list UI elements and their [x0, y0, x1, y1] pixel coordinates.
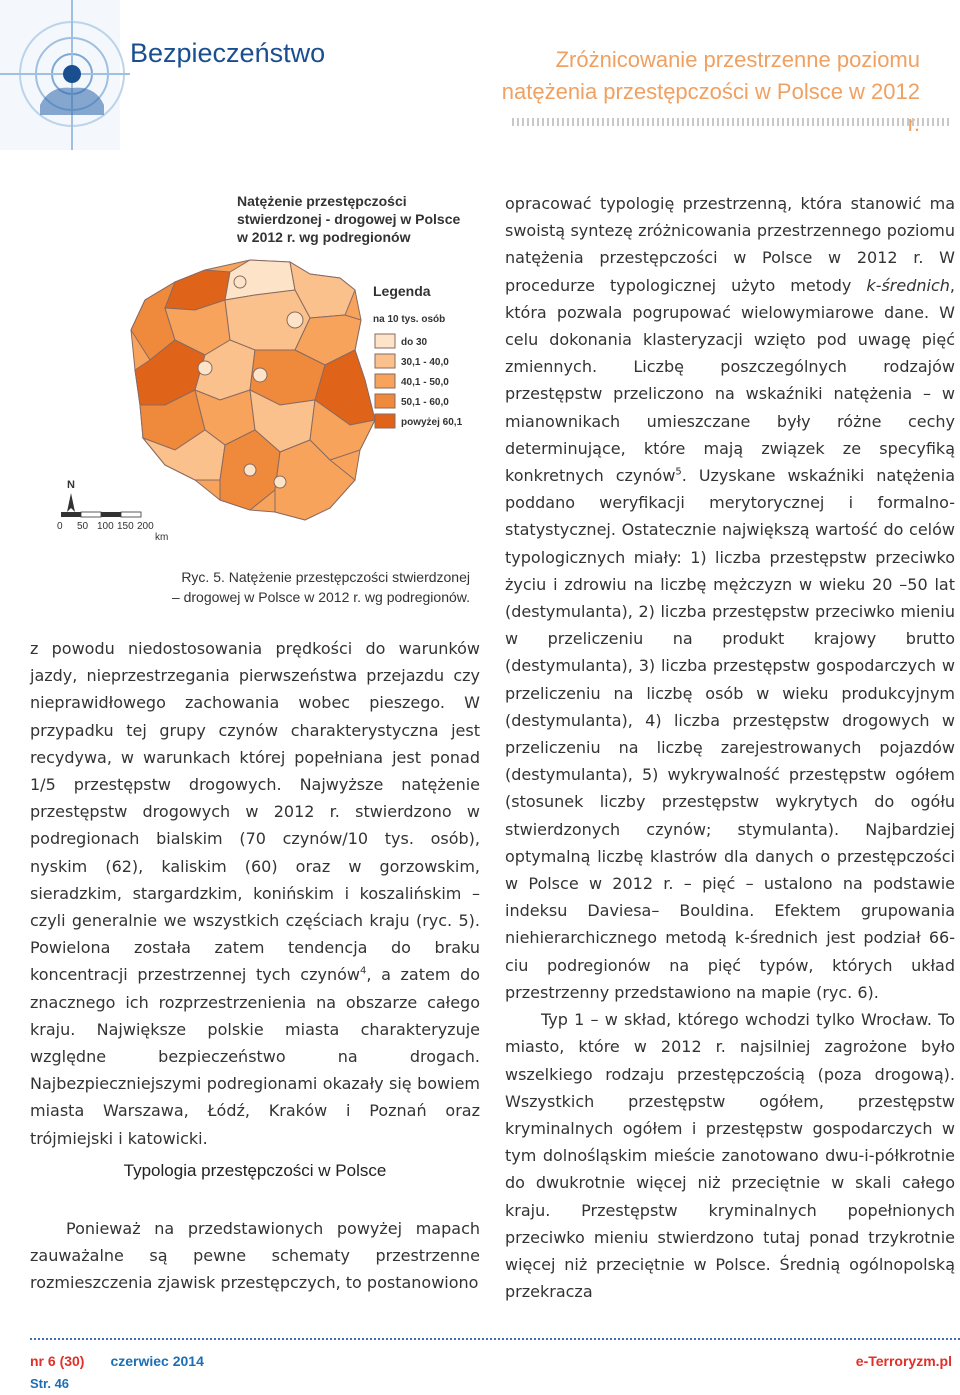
region-shape [244, 464, 256, 476]
article-header-line2: natężenia przestępczości w Polsce w 2012 [501, 79, 920, 104]
text-run: . Uzyskane wskaźniki natężenia poddano weryfikacji merytorycznej i formalno-statystycznej. Ostatecznie największą wartość do celów typologicznych miały: 1) liczba przestępstw przeciwko życiu i zdrowiu na liczbę mężczyzn w wieku 20 –50 lat (destymulanta), 2) liczba przestępstw przeciwko mieniu w przeliczeniu na produkt krajowy brutto (destymulanta), 3) liczba przestępstw gospodarczych w przeliczeniu na liczbę osób w wieku produkcyjnym (destymulanta), 4) liczba przestępstw drogowych w przeliczeniu na liczbę zarejestrowanych pojazdów (destymulanta), 5) wykrywalność przestępstw ogółem (stosunek liczby przestępstw wykrytych do ogółu stwierdzonych czynów; stymulanta). Najbardziej optymalną liczbę klastrów dla danych o przestępczości w Polsce w 2012 r. – pięć – ustalono na podstawie indeksu Daviesa– Bouldina. Efektem grupowania niehierarchicznego metodą k-średnich jest podział 66-ciu podregionów na pięć typów, których układ przestrzenny przedstawiono na mapie (ryc. 6). [505, 466, 955, 1002]
legend-swatch [375, 394, 395, 408]
footnote-ref: 5 [675, 466, 682, 478]
caption-line1: Ryc. 5. Natężenie przestępczości stwierdzonej [181, 569, 470, 585]
left-paragraph-2: Ponieważ na przedstawionych powyżej mapach zauważalne są pewne schematy przestrzenne rozmieszczenia zjawisk przestępczych, to postanowiono [30, 1219, 480, 1293]
scale-tick-label: 200 [137, 521, 154, 532]
legend-label: powyżej 60,1 [401, 417, 463, 428]
region-shape [253, 368, 267, 382]
crosshair-logo-icon [0, 0, 130, 150]
legend-swatch [375, 374, 395, 388]
legend-label: 40,1 - 50,0 [401, 377, 449, 388]
header-logo-area [0, 0, 400, 150]
legend-label: do 30 [401, 337, 428, 348]
map-title-line3: w 2012 r. wg podregionów [237, 229, 411, 245]
section-subheading: Typologia przestępczości w Polsce [123, 1161, 387, 1180]
north-label: N [67, 479, 75, 491]
scale-unit: km [155, 532, 169, 543]
map-title-line2: stwierdzonej - drogowej w Polsce [237, 211, 461, 227]
text-run: , a zatem do znacznego ich rozprzestrzenienia na obszarze całego kraju. Największe polskie miasta charakteryzuje względne bezpieczeństwo na drogach. Najbezpieczniejszymi podregionami okazały się bowiem miasta Warszawa, Łódź, Kraków i Poznań oraz trójmiejski i katowicki. [30, 965, 480, 1148]
legend-label: 50,1 - 60,0 [401, 397, 449, 408]
north-arrow-icon [67, 479, 75, 512]
footer-site-link[interactable]: e-Terroryzm.pl [855, 1353, 952, 1369]
map-legend [373, 283, 463, 428]
issue-number: nr 6 (30) [30, 1353, 85, 1369]
text-run: z powodu niedostosowania prędkości do warunków jazdy, nieprzestrzegania pierwszeństwa przejazdu czy nieprawidłowego zachowania wobec pieszego. W przypadku tej grupy czynów charakterystyczna jest recydywa, w warunkach której popełniana jest ponad 1/5 przestępstw drogowych. Najwyższe natężenie przestępstw drogowych w 2012 r. stwierdzono w podregionach bialskim (70 czynów/10 tys. osób), nyskim (62), kaliskim (60) oraz w gorzowskim, sieradzkim, stargardzkim, konińskim i koszalińskim – czyli generalnie we wszystkich częściach kraju (ryc. 5). Powielona została zatem tendencja do braku koncentracji przestrzennej tych czynów [30, 639, 480, 985]
text-run: opracować typologię przestrzenną, która stanowić ma swoistą syntezę zróżnicowania przestrzennego poziomu natężenia przestępczości w Polsce w 2012 r. W procedurze typologicznej użyto metody [505, 194, 955, 295]
footer-divider [30, 1338, 960, 1340]
left-column [30, 635, 480, 1152]
legend-label: 30,1 - 40,0 [401, 357, 449, 368]
region-shape [274, 476, 286, 488]
scale-tick-label: 0 [57, 521, 63, 532]
article-header-line1: Zróżnicowanie przestrzenne poziomu [555, 47, 920, 72]
map-title-line1: Natężenie przestępczości [237, 193, 407, 209]
region-shape [287, 312, 303, 328]
choropleth-map [55, 190, 475, 550]
footer-issue [30, 1353, 204, 1369]
right-paragraph-1 [505, 190, 955, 1006]
scale-tick-label: 150 [117, 521, 134, 532]
section-title: Bezpieczeństwo [130, 38, 326, 68]
left-column-lower [30, 1215, 480, 1297]
poland-map-regions [131, 260, 375, 520]
scale-tick-label: 100 [97, 521, 114, 532]
legend-title: Legenda [373, 283, 431, 299]
legend-swatch [375, 334, 395, 348]
page-number: Str. 46 [30, 1376, 70, 1391]
legend-unit: na 10 tys. osób [373, 314, 446, 325]
footnote-ref: 4 [359, 966, 367, 978]
scale-bar [57, 512, 168, 543]
scale-tick-label: 50 [77, 521, 89, 532]
left-paragraph-1 [30, 635, 480, 1152]
issue-date: czerwiec 2014 [110, 1353, 204, 1369]
region-shape [198, 361, 212, 375]
legend-swatch [375, 414, 395, 428]
region-shape [234, 276, 246, 288]
italic-term: k-średnich [866, 275, 950, 295]
figure-caption [30, 567, 470, 607]
caption-line2: – drogowej w Polsce w 2012 r. wg podregionów. [171, 589, 470, 605]
right-column [505, 190, 955, 1305]
legend-swatch [375, 354, 395, 368]
right-paragraph-2: Typ 1 – w skład, którego wchodzi tylko Wrocław. To miasto, które w 2012 r. najsilniej zagrożone było wszelkiego rodzaju przestępczością (poza drogową). Wszystkich przestępstw ogółem, przestępstw kryminalnych ogółem i przestępstw gospodarczych w tym dolnośląskim mieście zanotowano dwu-i-półkrotnie do dwukrotnie więcej niż przeciętnie w skali całego kraju. Przestępstw kryminalnych popełnionych przeciwko mieniu stwierdzono tutaj ponad trzykrotnie więcej niż przeciętnie w Polsce. Średnią ogólnopolską przekracza [505, 1010, 955, 1302]
text-run: , która pozwala pogrupować wielowymiarowe dane. W celu dokonania klasteryzacji wzięto pod uwagę pięć zmiennych. Liczbę poszczególnych rodzajów przestępstw przeliczono na wskaźniki natężenia – w mianownikach umieszczane były różne cechy determinujące, które mają związek ze specyfiką konkretnych czynów [505, 275, 955, 486]
header-ruler [512, 118, 952, 126]
